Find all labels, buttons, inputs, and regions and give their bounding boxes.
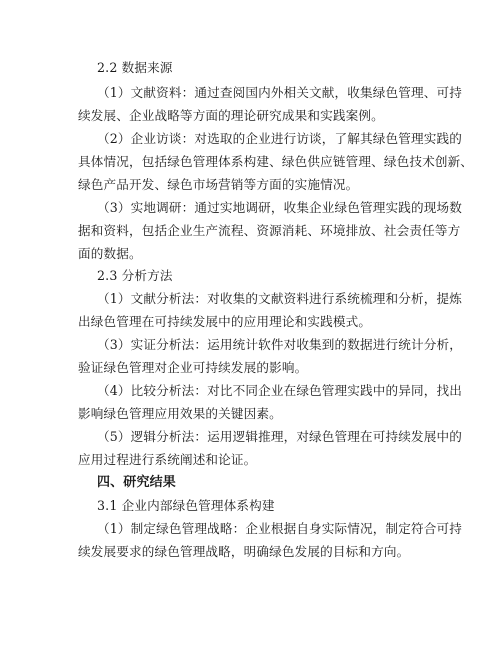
paragraph-line: 续发展、企业战略等方面的理论研究成果和实践案例。: [78, 108, 384, 123]
section-heading-results: 四、研究结果: [97, 475, 176, 490]
section-heading-2-2: 2.2 数据来源: [97, 60, 173, 75]
paragraph-line: 验证绿色管理对企业可持续发展的影响。: [78, 360, 308, 375]
paragraph-line: （1）文献分析法：对收集的文献资料进行系统梳理和分析，提炼: [97, 291, 462, 306]
paragraph-line: （1）文献资料：通过查阅国内外相关文献，收集绿色管理、可持: [97, 85, 462, 100]
section-heading-2-3: 2.3 分析方法: [97, 268, 173, 283]
paragraph-line: （3）实地调研：通过实地调研，收集企业绿色管理实践的现场数: [97, 200, 462, 215]
paragraph-line: 据和资料，包括企业生产流程、资源消耗、环境排放、社会责任等方: [78, 223, 461, 238]
paragraph-line: 应用过程进行系统阐述和论证。: [78, 452, 257, 467]
paragraph-line: 具体情况，包括绿色管理体系构建、绿色供应链管理、绿色技术创新、: [78, 154, 474, 169]
paragraph-line: 面的数据。: [78, 246, 142, 261]
paragraph-line: （4）比较分析法：对比不同企业在绿色管理实践中的异同，找出: [97, 383, 462, 398]
paragraph-line: 绿色产品开发、绿色市场营销等方面的实施情况。: [78, 177, 359, 192]
paragraph-line: 影响绿色管理应用效果的关键因素。: [78, 406, 282, 421]
paragraph-line: （3）实证分析法：运用统计软件对收集到的数据进行统计分析，: [97, 337, 462, 352]
paragraph-line: 续发展要求的绿色管理战略，明确绿色发展的目标和方向。: [78, 544, 410, 559]
paragraph-line: （1）制定绿色管理战略：企业根据自身实际情况，制定符合可持: [97, 521, 462, 536]
paragraph-line: （5）逻辑分析法：运用逻辑推理，对绿色管理在可持续发展中的: [97, 429, 462, 444]
paragraph-line: 出绿色管理在可持续发展中的应用理论和实践模式。: [78, 314, 372, 329]
paragraph-line: （2）企业访谈：对选取的企业进行访谈，了解其绿色管理实践的: [97, 131, 462, 146]
section-heading-3-1: 3.1 企业内部绿色管理体系构建: [97, 498, 275, 513]
